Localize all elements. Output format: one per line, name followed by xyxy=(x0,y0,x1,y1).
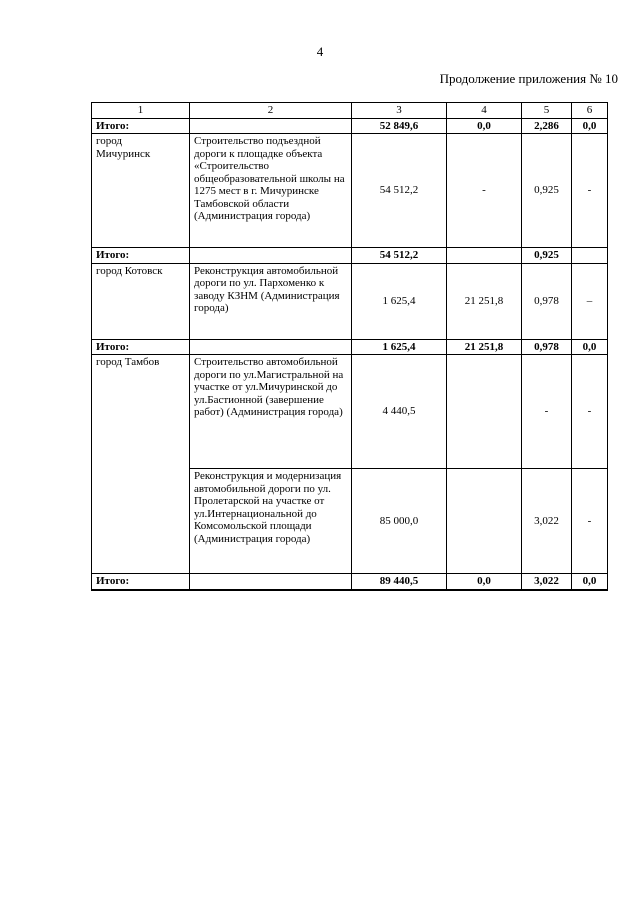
total-value: 0,0 xyxy=(572,118,608,134)
city-name: город Котовск xyxy=(92,263,190,339)
table-header-row xyxy=(92,103,608,119)
value-cell xyxy=(447,355,522,469)
value-cell: 21 251,8 xyxy=(447,263,522,339)
total-amount: 89 440,5 xyxy=(352,574,447,590)
annex-title: Продолжение приложения № 10 xyxy=(439,71,618,86)
page-number: 4 xyxy=(316,44,324,59)
total-amount: 52 849,6 xyxy=(352,118,447,134)
total-amount: 1 625,4 xyxy=(352,339,447,355)
amount-cell: 4 440,5 xyxy=(352,355,447,469)
budget-table xyxy=(91,102,608,591)
total-row xyxy=(92,574,608,590)
total-value: 0,0 xyxy=(572,574,608,590)
amount-cell: 54 512,2 xyxy=(352,134,447,248)
total-row xyxy=(92,118,608,134)
table-cell xyxy=(190,248,352,264)
total-amount: 54 512,2 xyxy=(352,248,447,264)
value-cell: - xyxy=(447,134,522,248)
total-value: 0,0 xyxy=(447,118,522,134)
total-label: Итого: xyxy=(92,339,190,355)
value-cell: 0,978 xyxy=(522,263,572,339)
city-name: город Мичуринск xyxy=(92,134,190,248)
city-name: город Тамбов xyxy=(92,355,190,574)
total-label: Итого: xyxy=(92,574,190,590)
total-value: 3,022 xyxy=(522,574,572,590)
project-description: Реконструкция автомобильной дороги по ул. Пархоменко к заводу КЗНМ (Администрация города) xyxy=(190,263,352,339)
total-row xyxy=(92,248,608,264)
total-row xyxy=(92,339,608,355)
project-description: Строительство подъездной дороги к площадке объекта «Строительство общеобразовательной школы на 1275 мест в г. Мичуринске Тамбовской области (Администрация города) xyxy=(190,134,352,248)
value-cell: - xyxy=(522,355,572,469)
value-cell: - xyxy=(572,134,608,248)
value-cell: - xyxy=(572,469,608,574)
table-row xyxy=(92,263,608,339)
column-header: 1 xyxy=(92,103,190,119)
amount-cell: 85 000,0 xyxy=(352,469,447,574)
total-value: 0,0 xyxy=(447,574,522,590)
column-header: 4 xyxy=(447,103,522,119)
total-label: Итого: xyxy=(92,118,190,134)
column-header: 2 xyxy=(190,103,352,119)
project-description: Реконструкция и модернизация автомобильной дороги по ул. Пролетарской на участке от ул.Интернациональной до Комсомольской площади (Администрация города) xyxy=(190,469,352,574)
table-row xyxy=(92,134,608,248)
column-header: 5 xyxy=(522,103,572,119)
table-cell xyxy=(190,574,352,590)
value-cell xyxy=(447,469,522,574)
total-label: Итого: xyxy=(92,248,190,264)
total-value: 0,0 xyxy=(572,339,608,355)
value-cell: - xyxy=(572,355,608,469)
total-value: 21 251,8 xyxy=(447,339,522,355)
total-value xyxy=(572,248,608,264)
total-value: 0,925 xyxy=(522,248,572,264)
total-value: 2,286 xyxy=(522,118,572,134)
total-value xyxy=(447,248,522,264)
project-description: Строительство автомобильной дороги по ул.Магистральной на участке от ул.Мичуринской до ул.Бастионной (завершение работ) (Администрация города) xyxy=(190,355,352,469)
column-header: 6 xyxy=(572,103,608,119)
table-cell xyxy=(190,118,352,134)
amount-cell: 1 625,4 xyxy=(352,263,447,339)
column-header: 3 xyxy=(352,103,447,119)
value-cell: 0,925 xyxy=(522,134,572,248)
total-value: 0,978 xyxy=(522,339,572,355)
table-row xyxy=(92,355,608,469)
value-cell: 3,022 xyxy=(522,469,572,574)
value-cell: – xyxy=(572,263,608,339)
table-cell xyxy=(190,339,352,355)
